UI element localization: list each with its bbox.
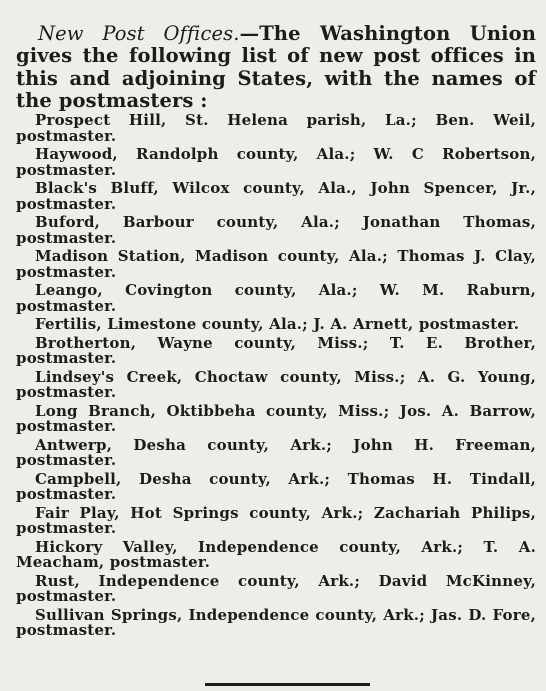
post-office-entry: Haywood, Randolph county, Ala.; W. C Robertson, postmaster. [16,145,536,179]
post-office-entry: Campbell, Desha county, Ark.; Thomas H. Tindall, postmaster. [16,469,536,503]
article-title: New Post Offices. [38,21,240,45]
post-office-list [16,113,536,642]
post-office-entry: Sullivan Springs, Independence county, Ark.; Jas. D. Fore, postmaster. [16,605,536,639]
post-office-entry: Madison Station, Madison county, Ala.; Thomas J. Clay, postmaster. [16,247,536,281]
post-office-entry: Rust, Independence county, Ark.; David McKinney, postmaster. [16,571,536,605]
post-office-entry: Fair Play, Hot Springs county, Ark.; Zachariah Philips, postmaster. [16,503,536,537]
post-office-entry: Buford, Barbour county, Ala.; Jonathan Thomas, postmaster. [16,213,536,247]
article-lead-paragraph [16,23,536,113]
post-office-entry: Leango, Covington county, Ala.; W. M. Raburn, postmaster. [16,281,536,315]
post-office-entry: Antwerp, Desha county, Ark.; John H. Freeman, postmaster. [16,435,536,469]
column-divider-rule [205,683,370,686]
post-office-entry: Fertilis, Limestone county, Ala.; J. A. Arnett, postmaster. [35,315,520,333]
post-office-entry: Lindsey's Creek, Choctaw county, Miss.; A. G. Young, postmaster. [16,367,536,401]
post-office-entry: Prospect Hill, St. Helena parish, La.; Ben. Weil, postmaster. [16,111,536,145]
post-office-entry: Hickory Valley, Independence county, Ark.; T. A. Meacham, postmaster. [16,537,536,571]
post-office-entry: Black's Bluff, Wilcox county, Ala., John Spencer, Jr., postmaster. [16,179,536,213]
article-lead: —The Washington Union gives the following list of new post offices in this and adjoining States, with the names of the postmasters : [16,21,536,112]
post-office-entry: Long Branch, Oktibbeha county, Miss.; Jos. A. Barrow, postmaster. [16,401,536,435]
post-office-entry: Brotherton, Wayne county, Miss.; T. E. Brother, postmaster. [16,333,536,367]
